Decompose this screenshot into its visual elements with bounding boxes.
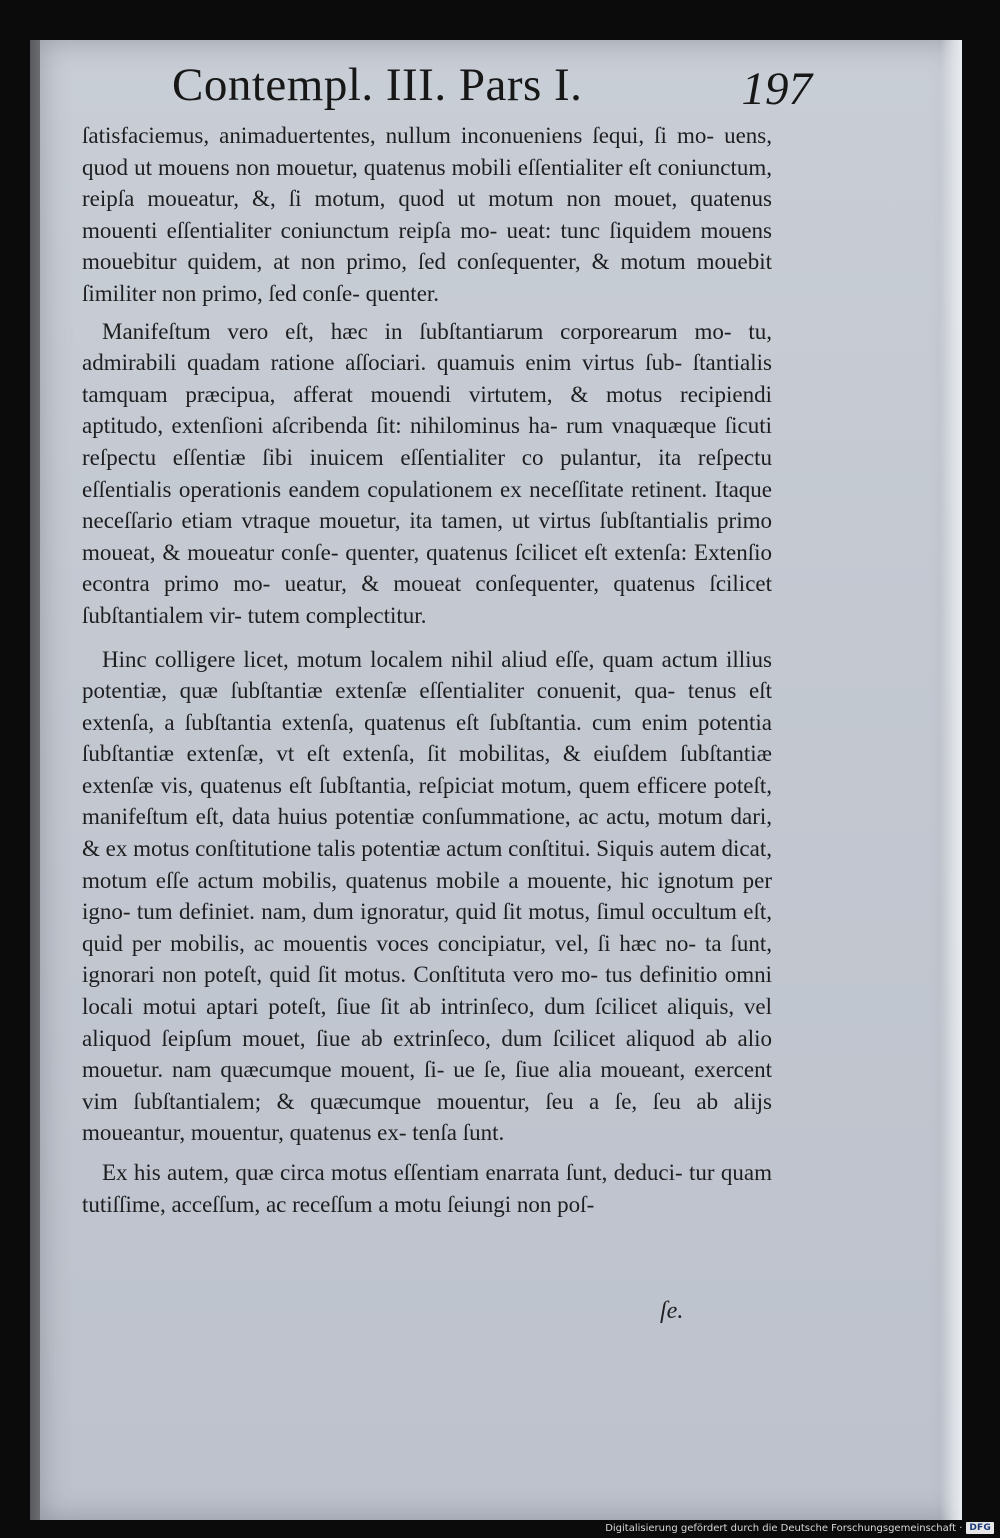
book-page [40, 40, 962, 1520]
page-number: 197 [741, 63, 812, 115]
dfg-logo-icon: DFG [966, 1522, 994, 1534]
body-text [82, 120, 772, 1220]
digitization-credit: Digitalisierung gefördert durch die Deutsche Forschungsgemeinschaft · [605, 1522, 963, 1534]
page-fold-edge [940, 40, 962, 1520]
catchword: ſe. [660, 1298, 684, 1324]
paragraph: Ex his autem, quæ circa motus eſſentiam enarrata ſunt, deduci- tur quam tutiſſime, acceſſum, ac receſſum a motu ſeiungi non poſ- [82, 1160, 772, 1217]
paragraph: Hinc colligere licet, motum localem nihil aliud eſſe, quam actum illius potentiæ, quæ ſubſtantiæ extenſæ eſſentialiter conuenit, qua- tenus eſt extenſa, a ſubſtantia extenſa, quatenus eſt ſubſtantia. cum enim potentia ſubſtantiæ extenſæ, vt eſt extenſa, ſit mobilitas, & eiuſdem ſubſtantiæ extenſæ vis, quatenus eſt ſubſtantia, reſpiciat motum, quem efficere poteſt, manifeſtum eſt, data huius potentiæ conſummatione, ac actu, motum dari, & ex motus conſtitutione talis potentiæ actum conſtitui. Siquis autem dicat, motum eſſe actum mobilis, quatenus mobile a mouente, hic ignotum per igno- tum definiet. nam, dum ignoratur, quid ſit motus, ſimul occultum eſt, quid per mobilis, ac mouentis voces concipiatur, vel, ſi hæc no- ta ſunt, ignorari non poteſt, quid ſit motus. Conſtituta vero mo- tus definitio omni locali motui aptari poteſt, ſiue ſit ab intrinſeco, dum ſcilicet aliquis, vel aliquod ſeipſum mouet, ſiue ab extrinſeco, dum ſcilicet aliquod ab alio mouetur. nam quæcumque mouent, ſi- ue ſe, ſiue alia moueant, exercent vim ſubſtantialem; & quæcumque mouentur, ſeu a ſe, ſeu ab alijs moueantur, mouentur, quatenus ex- tenſa ſunt. [82, 646, 772, 1146]
paragraph: Manifeſtum vero eſt, hæc in ſubſtantiarum corporearum mo- tu, admirabili quadam ratione aſſociari. quamuis enim virtus ſub- ſtantialis tamquam præcipua, afferat mouendi virtutem, & motus recipiendi aptitudo, extenſioni aſcribenda ſit: nihilominus ha- rum vnaquæque ſicuti reſpectu eſſentiæ ſibi inuicem eſſentialiter co pulantur, ita reſpectu eſſentialis operationis eandem copulationem ex neceſſitate retinent. Itaque neceſſario etiam vtraque mouetur, ita tamen, ut virtus ſubſtantialis primo moueat, & moueatur conſe- quenter, quatenus ſcilicet eſt extenſa: Extenſio econtra primo mo- ueatur, & moueat conſequenter, quatenus ſcilicet ſubſtantialem vir- tutem complectitur. [82, 318, 772, 628]
paragraph: ſatisfaciemus, animaduertentes, nullum inconueniens ſequi, ſi mo- uens, quod ut mouens non mouetur, quatenus mobili eſſentialiter eſt coniunctum, reipſa moueatur, &, ſi motum, quod ut motum non mouet, quatenus mouenti eſſentialiter coniunctum reipſa mo- ueat: tunc ſiquidem mouens mouebitur quidem, at non primo, ſed conſequenter, & motum mouebit ſimiliter non primo, ſed conſe- quenter. [82, 123, 772, 306]
digitization-footer [605, 1520, 994, 1536]
running-title: Contempl. III. Pars I. [172, 59, 583, 111]
